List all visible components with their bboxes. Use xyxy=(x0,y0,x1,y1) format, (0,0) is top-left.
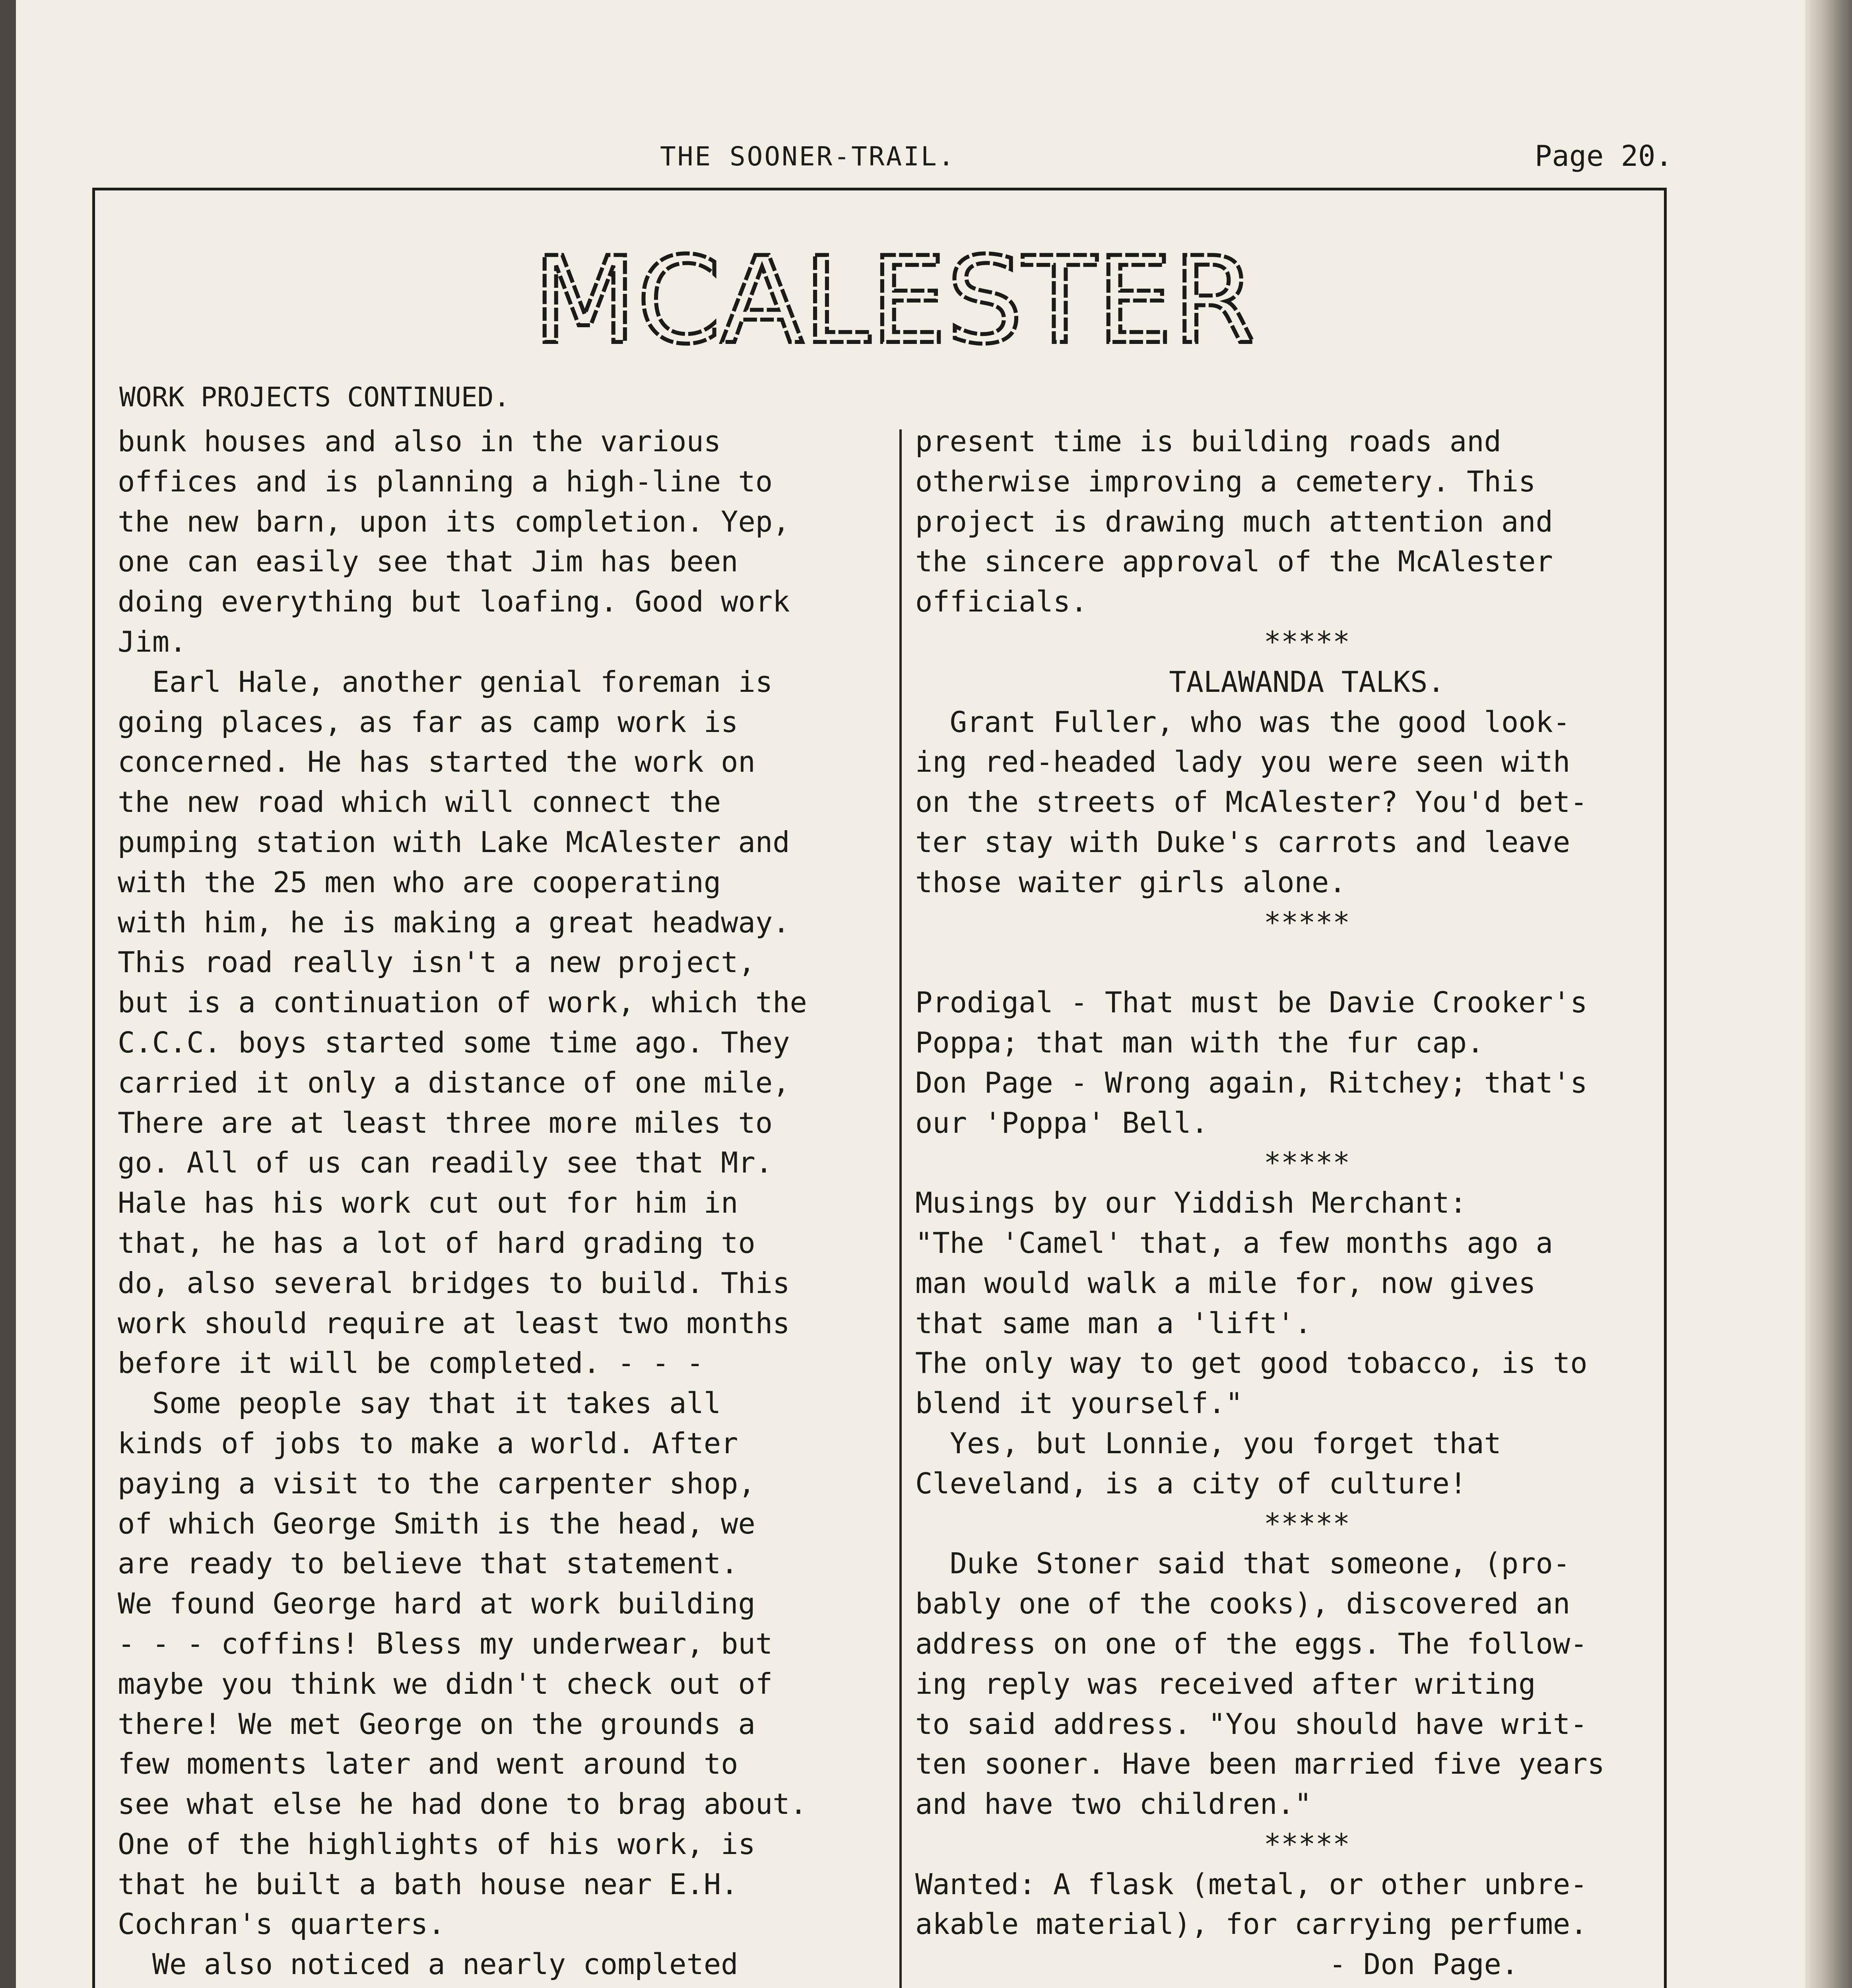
text-line: that, he has a lot of hard grading to xyxy=(118,1226,755,1260)
page-number: Page 20. xyxy=(1535,139,1673,173)
text-line: that he built a bath house near E.H. xyxy=(118,1867,738,1901)
publication-title: THE SOONER-TRAIL. xyxy=(660,141,956,172)
text-line: One of the highlights of his work, is xyxy=(118,1827,755,1861)
text-line: ***** xyxy=(1264,1146,1350,1180)
text-line: there! We met George on the grounds a xyxy=(118,1707,755,1741)
text-line: of which George Smith is the head, we xyxy=(118,1507,755,1540)
text-line: bably one of the cooks), discovered an xyxy=(915,1587,1571,1621)
text-line: - Don Page. xyxy=(915,1947,1519,1981)
text-line: that same man a 'lift'. xyxy=(915,1306,1312,1340)
binding-spine xyxy=(0,0,16,1988)
text-line: with the 25 men who are cooperating xyxy=(118,865,721,899)
text-line: Prodigal - That must be Davie Crooker's xyxy=(915,986,1588,1019)
text-line: C.C.C. boys started some time ago. They xyxy=(118,1025,790,1059)
text-line: ter stay with Duke's carrots and leave xyxy=(915,825,1571,859)
page-stack-edge xyxy=(1805,0,1852,1988)
text-line: kinds of jobs to make a world. After xyxy=(118,1426,738,1460)
text-line: Musings by our Yiddish Merchant: xyxy=(915,1186,1467,1220)
right-column xyxy=(915,421,1699,1988)
text-line: going places, as far as camp work is xyxy=(118,705,738,739)
text-line xyxy=(915,942,1699,982)
text-line: to said address. "You should have writ- xyxy=(915,1707,1588,1741)
text-line: We also noticed a nearly completed xyxy=(118,1947,738,1981)
text-line: Jim. xyxy=(118,625,187,658)
text-line: address on one of the eggs. The follow- xyxy=(915,1627,1588,1660)
text-line: We found George hard at work building xyxy=(118,1587,755,1621)
text-line: doing everything but loafing. Good work xyxy=(118,585,790,619)
text-line: ***** xyxy=(1264,905,1350,939)
text-line: There are at least three more miles to xyxy=(118,1106,773,1140)
text-line: blend it yourself." xyxy=(915,1386,1243,1420)
text-line: Grant Fuller, who was the good look- xyxy=(915,705,1571,739)
text-line: and have two children." xyxy=(915,1787,1312,1821)
text-line: those waiter girls alone. xyxy=(915,865,1346,899)
text-line: Duke Stoner said that someone, (pro- xyxy=(915,1547,1571,1580)
text-line: the new road which will connect the xyxy=(118,785,721,819)
text-line: present time is building roads and xyxy=(915,425,1501,458)
text-line: before it will be completed. - - - xyxy=(118,1346,704,1380)
text-line: Cleveland, is a city of culture! xyxy=(915,1466,1467,1500)
text-line: Cochran's quarters. xyxy=(118,1907,445,1941)
text-line: TALAWANDA TALKS. xyxy=(1169,665,1445,699)
text-line: one can easily see that Jim has been xyxy=(118,545,738,579)
text-line: officials. xyxy=(915,585,1088,619)
section-subhead: WORK PROJECTS CONTINUED. xyxy=(119,382,510,413)
text-line: go. All of us can readily see that Mr. xyxy=(118,1146,773,1180)
text-line: work should require at least two months xyxy=(118,1306,790,1340)
text-line: ing red-headed lady you were seen with xyxy=(915,745,1571,779)
text-line: man would walk a mile for, now gives xyxy=(915,1266,1536,1300)
text-line: ing reply was received after writing xyxy=(915,1667,1536,1701)
text-line: few moments later and went around to xyxy=(118,1747,738,1781)
text-line xyxy=(118,1984,897,1988)
text-line: our 'Poppa' Bell. xyxy=(915,1106,1208,1140)
text-line: with him, he is making a great headway. xyxy=(118,905,790,939)
text-line: pumping station with Lake McAlester and xyxy=(118,825,790,859)
text-line: "The 'Camel' that, a few months ago a xyxy=(915,1226,1553,1260)
text-line: This road really isn't a new project, xyxy=(118,945,755,979)
text-line: do, also several bridges to build. This xyxy=(118,1266,790,1300)
text-line: carried it only a distance of one mile, xyxy=(118,1066,790,1099)
masthead-title: MCALESTER xyxy=(533,231,1256,366)
text-line: Yes, but Lonnie, you forget that xyxy=(915,1426,1501,1460)
text-line: bunk houses and also in the various xyxy=(118,425,721,458)
text-line: but is a continuation of work, which the xyxy=(118,986,807,1019)
text-line: ***** xyxy=(1264,625,1350,658)
text-line: akable material), for carrying perfume. xyxy=(915,1907,1588,1941)
text-line: paying a visit to the carpenter shop, xyxy=(118,1466,755,1500)
text-line: otherwise improving a cemetery. This xyxy=(915,464,1536,498)
text-line: project is drawing much attention and xyxy=(915,505,1553,538)
column-divider xyxy=(899,429,902,1988)
text-line: Don Page - Wrong again, Ritchey; that's xyxy=(915,1066,1588,1099)
masthead-lettering xyxy=(517,223,1272,366)
text-line: Hale has his work cut out for him in xyxy=(118,1186,738,1220)
text-line: maybe you think we didn't check out of xyxy=(118,1667,773,1701)
text-line: Earl Hale, another genial foreman is xyxy=(118,665,773,699)
text-line: Some people say that it takes all xyxy=(118,1386,721,1420)
text-line: the new barn, upon its completion. Yep, xyxy=(118,505,790,538)
text-line: are ready to believe that statement. xyxy=(118,1547,738,1580)
text-line: Wanted: A flask (metal, or other unbre- xyxy=(915,1867,1588,1901)
left-column xyxy=(118,421,897,1988)
text-line: - - - coffins! Bless my underwear, but xyxy=(118,1627,773,1660)
text-line: ten sooner. Have been married five years xyxy=(915,1747,1605,1781)
text-line: on the streets of McAlester? You'd bet- xyxy=(915,785,1588,819)
text-line: the sincere approval of the McAlester xyxy=(915,545,1553,579)
text-line xyxy=(915,1984,1699,1988)
text-line: concerned. He has started the work on xyxy=(118,745,755,779)
text-line: Poppa; that man with the fur cap. xyxy=(915,1025,1484,1059)
text-line: offices and is planning a high-line to xyxy=(118,464,773,498)
text-line: ***** xyxy=(1264,1827,1350,1861)
text-line: see what else he had done to brag about. xyxy=(118,1787,807,1821)
text-line: The only way to get good tobacco, is to xyxy=(915,1346,1588,1380)
text-line: ***** xyxy=(1264,1507,1350,1540)
